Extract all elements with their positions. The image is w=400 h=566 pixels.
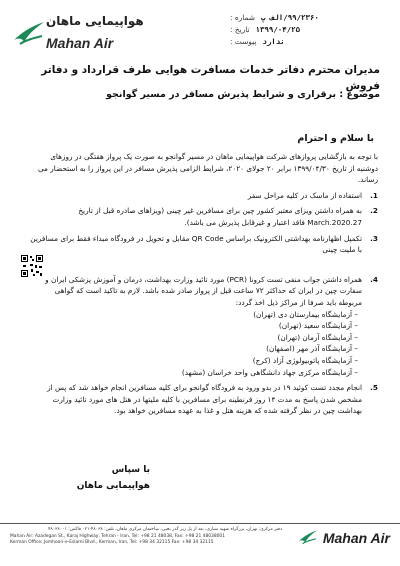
item-text: انجام مجدد تست کوئید ۱۹ در بدو ورود به فرودگاه گوانجو برای کلیه مسافرین انجام خواهد شد که پس از مشخص شدن پاسخ به مدت ۱۴ روز قرنطینه برای مسافرین با کلیه ملیتها در هتل های مورد تائید وزارت بهداشت چین در نظر گرفته شده که هزینه هتل و غذا به عهده مسافرین خواهد بود. [47, 383, 362, 416]
footer-address [10, 527, 282, 547]
letter-number-row [230, 12, 390, 24]
date-value: ۱۳۹۹/۰۴/۲۵ [255, 25, 301, 34]
lab-item: – آزمایشگاه سعید (تهران) [30, 320, 358, 332]
item-number: 4. [370, 274, 378, 284]
subject: موضوع : برقراری و شرایط پذیرش مسافر در مسیر گوانجو [106, 89, 380, 100]
footer-address-fa: دفتر مرکزی: تهران، بزرگراه شهید ستاری، بعد از پل زیر گذر یحیی، ساختمان مرکزی ماهان، تلفن: ۴۸۰۳۸-۰۲۱ فاکس: ۴۸۰۳۸۰۰۱ [48, 527, 282, 532]
list-item [30, 205, 378, 228]
mahan-air-logo [10, 14, 144, 60]
letter-meta [230, 12, 390, 48]
mahan-bird-icon [296, 528, 320, 546]
list-item [30, 190, 378, 202]
lab-item: – آزمایشگاه پاتوبیولوژی آزاد (کرج) [30, 355, 358, 367]
approved-labs-list [30, 309, 378, 379]
attachment-value: ندارد [262, 37, 285, 46]
logo-text-fa: هواپیمایی ماهان [46, 14, 144, 28]
footer-divider [0, 523, 400, 524]
list-item [30, 233, 378, 256]
item-text: همراه داشتن جواب منفی تست کرونا (PCR) مورد تائید وزارت بهداشت، درمان و آموزش پزشکی ایران و سفارت چین در ایران که حداکثر ۷۲ ساعت قبل از پرواز صادر شده باشد. لازم به تاکید است که گواهی مربوطه باید صرفا از مراکز ذیل اخذ گردد: [45, 274, 362, 307]
footer-kerman-office: Kerman Office: Jomhoori-e-Eslami Blvd., Kerman, Iran, Tel: +98 34 32115 Fax: +98 34 32115 [10, 540, 214, 546]
item-text: به همراه داشتن ویزای معتبر کشور چین برای مسافرین غیر چینی (ویزاهای صادره قبل از تاریخ 27.March.2020 فاقد اعتبار و غیرقابل پذیرش می باشد). [78, 206, 362, 227]
attachment-label: پیوست : [230, 37, 257, 46]
mahan-bird-icon [12, 18, 46, 48]
lab-item: – آزمایشگاه مرکزی جهاد دانشگاهی واحد خراسان (مشهد) [30, 367, 358, 379]
signature-text: هواپیمایی ماهان [76, 481, 150, 491]
item-text: تکمیل اظهارنامه بهداشتی الکترونیک براساس QR Code مقابل و تحویل در فرودگاه مبداء فقط برای مسافرین با ملیت چینی [30, 233, 362, 255]
item-number: 5. [370, 383, 378, 393]
date-label: تاریخ : [230, 25, 250, 34]
lab-item: – آزمایشگاه آذر مهر (اصفهان) [30, 343, 358, 355]
intro-paragraph: با توجه به بازگشایی پروازهای شرکت هواپیمایی ماهان در مسیر گوانجو به صورت یک پرواز هفتگی در روزهای دوشنبه از تاریخ ۱۳۹۹/۰۴/۳۰ برابر ۲۰ جولای ۲۰۲۰، شرایط الزامی پذیرش مسافر در این پرواز را به استحضار می رساند. [37, 152, 378, 185]
item-number: 1. [370, 190, 378, 200]
number-label: شماره : [230, 13, 255, 22]
closing-text: با سپاس [111, 465, 150, 475]
footer-logo [290, 526, 390, 548]
item-number: 3. [370, 233, 378, 243]
list-item [30, 382, 378, 417]
greeting: با سلام و احترام [297, 133, 374, 144]
addressee: مدیران محترم دفاتر خدمات مسافرت هوایی طرف قرارداد و دفاتر فروش [41, 64, 380, 92]
footer-address-en: Mahan Air: Azadegan St., Karaj Highway, Tehran - Iran, Tel: +98 21 48038, Fax: +98 21 48038001 [10, 533, 226, 539]
letter-date-row [230, 24, 390, 36]
footer-logo-text: Mahan Air [322, 530, 390, 546]
logo-text-en: Mahan Air [46, 35, 114, 51]
list-item [30, 274, 378, 309]
item-number: 2. [370, 206, 378, 216]
letter-attachment-row [230, 36, 390, 48]
signature-block [50, 462, 150, 494]
item-text: استفاده از ماسک در کلیه مراحل سفر [247, 190, 362, 200]
number-value: ۹۹/۲۳۶۰/الف پ [261, 13, 319, 22]
lab-item: – آزمایشگاه بیمارستان دی (تهران) [30, 309, 358, 321]
qr-code-icon[interactable] [20, 254, 44, 278]
lab-item: – آزمایشگاه آرمان (تهران) [30, 332, 358, 344]
letter-body [30, 151, 378, 417]
